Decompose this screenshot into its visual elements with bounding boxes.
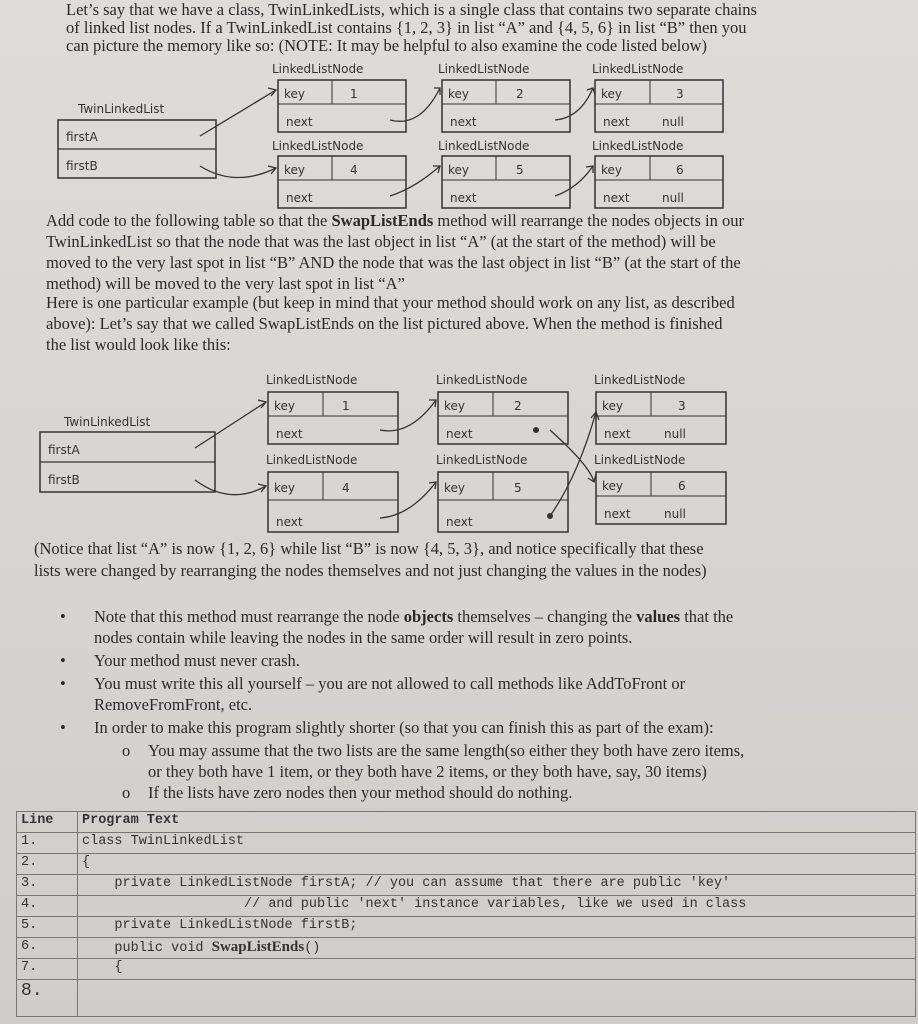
svg-text:next: next — [604, 427, 631, 441]
svg-text:next: next — [446, 515, 473, 529]
code-row: 2. { — [17, 854, 916, 875]
intro-line-1: Let’s say that we have a class, TwinLinkedLists, which is a single class that contains two separate chains — [66, 0, 757, 19]
svg-text:1: 1 — [342, 399, 350, 413]
code-row: 5. private LinkedListNode firstB; — [17, 917, 916, 938]
task-line-2: TwinLinkedList so that the node that was the last object in list “A” (at the start of the method) will be — [46, 232, 716, 251]
svg-text:LinkedListNode: LinkedListNode — [594, 453, 686, 467]
code-row-answer[interactable]: 8. — [17, 980, 916, 1017]
memory-diagram-before — [50, 58, 750, 210]
twin-title-2: TwinLinkedList — [64, 415, 151, 429]
node2-a2 — [438, 392, 568, 444]
bullet-dot-icon: • — [60, 718, 66, 737]
node-a1 — [278, 80, 406, 132]
node2-a1 — [268, 392, 398, 444]
node-b2 — [442, 156, 570, 208]
sub-bullet-circle-icon: o — [122, 741, 131, 760]
notice-line-1: (Notice that list “A” is now {1, 2, 6} while list “B” is now {4, 5, 3}, and notice specifically that these — [34, 539, 704, 558]
node-b3 — [595, 156, 723, 208]
bullet-2: • Your method must never crash. — [60, 651, 300, 670]
svg-text:null: null — [664, 427, 686, 441]
code-table-header: Line Program Text — [17, 812, 916, 833]
svg-text:key: key — [284, 87, 306, 101]
requirements-list — [60, 606, 880, 803]
intro-line-2: of linked list nodes. If a TwinLinkedList contains {1, 2, 3} in list “A” and {4, 5, 6} in list “B” then you — [66, 18, 747, 37]
svg-text:next: next — [286, 115, 313, 129]
svg-text:next: next — [286, 191, 313, 205]
svg-text:5: 5 — [514, 481, 522, 495]
memory-diagram-after — [30, 366, 750, 538]
svg-text:next: next — [450, 115, 477, 129]
svg-text:null: null — [662, 191, 684, 205]
svg-text:null: null — [662, 115, 684, 129]
node2-b3 — [596, 472, 726, 524]
twin2-firstB: firstB — [48, 473, 80, 487]
node2-a3 — [596, 392, 726, 444]
svg-text:next: next — [603, 115, 630, 129]
sub-bullet-1: o You may assume that the two lists are the same length(so either they both have zero items, or they both have 1 item, or they both have 2 items, or they both have, say, 30 items) — [122, 741, 745, 781]
task-line-6: above): Let’s say that we called SwapListEnds on the list pictured above. When the method is finished — [46, 314, 723, 333]
twin2-firstA: firstA — [48, 443, 80, 457]
svg-text:key: key — [602, 399, 624, 413]
task-line-7: the list would look like this: — [46, 335, 231, 354]
svg-text:LinkedListNode: LinkedListNode — [266, 373, 358, 387]
intro-line-3: can picture the memory like so: (NOTE: It may be helpful to also examine the code listed below) — [66, 36, 708, 55]
svg-text:key: key — [284, 163, 306, 177]
svg-text:next: next — [276, 515, 303, 529]
node-a1-key: 1 — [350, 87, 358, 101]
node2-b1 — [268, 472, 398, 532]
node-a3-key: 3 — [676, 87, 684, 101]
svg-text:key: key — [601, 87, 623, 101]
task-line-3: moved to the very last spot in list “B” AND the node that was the last object in list “B” (at the start of the — [46, 253, 741, 272]
node-title-a3: LinkedListNode — [592, 62, 684, 76]
svg-text:key: key — [448, 163, 470, 177]
node-b1 — [278, 156, 406, 208]
svg-text:key: key — [444, 481, 466, 495]
node2-b2 — [438, 472, 568, 532]
code-row: 3. private LinkedListNode firstA; // you can assume that there are public 'key' — [17, 875, 916, 896]
svg-text:2: 2 — [514, 399, 522, 413]
node-title-a1: LinkedListNode — [272, 62, 364, 76]
bullet-1: • Note that this method must rearrange the node objects themselves – changing the values that the nodes contain while leaving the nodes in the same order will result in zero points. — [60, 607, 734, 647]
twin-firstA: firstA — [66, 130, 98, 144]
svg-text:key: key — [274, 481, 296, 495]
svg-text:null: null — [664, 507, 686, 521]
node-b2-key: 5 — [516, 163, 524, 177]
svg-text:key: key — [602, 479, 624, 493]
code-row: 1. class TwinLinkedList — [17, 833, 916, 854]
bullet-4: • In order to make this program slightly shorter (so that you can finish this as part of the exam): — [60, 718, 714, 737]
node-a2-key: 2 — [516, 87, 524, 101]
svg-text:key: key — [601, 163, 623, 177]
code-row: 7. { — [17, 959, 916, 980]
sub-bullet-2: o If the lists have zero nodes then your method should do nothing. — [122, 783, 573, 802]
node-a3 — [595, 80, 723, 132]
code-row: 6. public void SwapListEnds() — [17, 938, 916, 959]
node-title-b2: LinkedListNode — [438, 139, 530, 153]
node-b3-key: 6 — [676, 163, 684, 177]
svg-text:next: next — [604, 507, 631, 521]
svg-text:next: next — [446, 427, 473, 441]
node-title-b3: LinkedListNode — [592, 139, 684, 153]
bullet-dot-icon: • — [60, 674, 66, 693]
bullet-dot-icon: • — [60, 607, 66, 626]
node-a2 — [442, 80, 570, 132]
bullet-dot-icon: • — [60, 651, 66, 670]
svg-text:next: next — [450, 191, 477, 205]
notice-line-2: lists were changed by rearranging the nodes themselves and not just changing the values in the nodes) — [34, 561, 707, 580]
svg-text:6: 6 — [678, 479, 686, 493]
task-line-5: Here is one particular example (but keep in mind that your method should work on any list, as described — [46, 293, 735, 312]
svg-text:LinkedListNode: LinkedListNode — [436, 373, 528, 387]
svg-text:key: key — [448, 87, 470, 101]
svg-text:next: next — [603, 191, 630, 205]
svg-text:4: 4 — [342, 481, 350, 495]
code-row: 4. // and public 'next' instance variables, like we used in class — [17, 896, 916, 917]
svg-text:key: key — [274, 399, 296, 413]
task-line-1: Add code to the following table so that the SwapListEnds method will rearrange the nodes objects in our — [46, 211, 744, 230]
svg-text:next: next — [276, 427, 303, 441]
node-title-a2: LinkedListNode — [438, 62, 530, 76]
svg-text:key: key — [444, 399, 466, 413]
svg-text:3: 3 — [678, 399, 686, 413]
bullet-3: • You must write this all yourself – you are not allowed to call methods like AddToFront or RemoveFromFront, etc. — [60, 674, 686, 714]
svg-text:LinkedListNode: LinkedListNode — [594, 373, 686, 387]
node-b1-key: 4 — [350, 163, 358, 177]
twin-firstB: firstB — [66, 159, 98, 173]
svg-text:LinkedListNode: LinkedListNode — [436, 453, 528, 467]
task-line-4: method) will be moved to the very last spot in list “A” — [46, 274, 405, 293]
twin-title: TwinLinkedList — [78, 102, 165, 116]
node-title-b1: LinkedListNode — [272, 139, 364, 153]
code-table — [16, 811, 916, 1017]
svg-text:LinkedListNode: LinkedListNode — [266, 453, 358, 467]
sub-bullet-circle-icon: o — [122, 783, 131, 802]
